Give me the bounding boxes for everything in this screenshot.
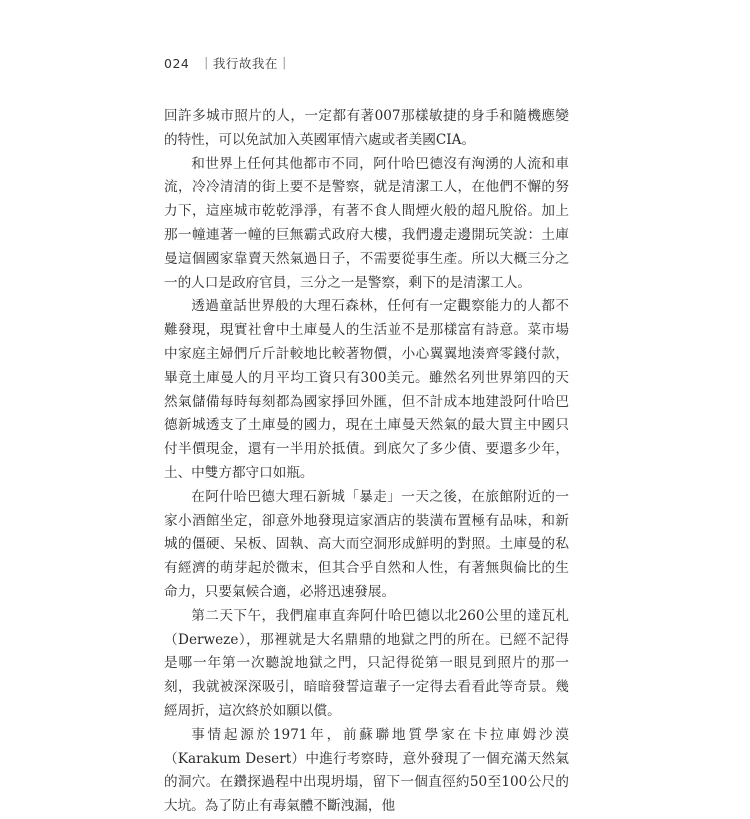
paragraph-4: 在阿什哈巴德大理石新城「暴走」一天之後，在旅館附近的一家小酒館坐定，卻意外地發現這家酒店的裝潢布置極有品味，和新城的僵硬、呆板、固執、高大而空洞形成鮮明的對照。土庫曼的私有經濟的萌芽起於微末，但其合乎自然和人性，有著無與倫比的生命力，只要氣候合適，必將迅速發展。	[164, 488, 569, 600]
paragraph-3: 透過童話世界般的大理石森林，任何有一定觀察能力的人都不難發現，現實社會中土庫曼人的生活並不是那樣富有詩意。菜市場中家庭主婦們斤斤計較地比較著物價，小心翼翼地湊齊零錢付款，畢竟土庫曼人的月平均工資只有300美元。雖然名列世界第四的天然氣儲備每時每刻都為國家掙回外匯，但不計成本地建設阿什哈巴德新城透支了土庫曼的國力，現在土庫曼天然氣的最大買主中國只付半價現金，還有一半用於抵債。到底欠了多少債、要還多少年，土、中雙方都守口如瓶。	[164, 298, 569, 481]
paragraph-5: 第二天下午，我們雇車直奔阿什哈巴德以北260公里的達瓦札（Derweze），那裡就是大名鼎鼎的地獄之門的所在。已經不記得是哪一年第一次聽說地獄之門，只記得從第一眼見到照片的那一刻，我就被深深吸引，暗暗發誓這輩子一定得去看看此等奇景。幾經周折，這次終於如願以償。	[164, 607, 569, 719]
running-title: ｜我行故我在｜	[199, 56, 291, 71]
paragraph-2: 和世界上任何其他都市不同，阿什哈巴德沒有洶湧的人流和車流，冷冷清清的街上要不是警察，就是清潔工人，在他們不懈的努力下，這座城市乾乾淨淨，有著不食人間煙火般的超凡脫俗。加上那一幢連著一幢的巨無霸式政府大樓，我們邊走邊開玩笑說：土庫曼這個國家靠賣天然氣過日子，不需要從事生產。所以大概三分之一的人口是政府官員，三分之一是警察，剩下的是清潔工人。	[164, 155, 569, 291]
paragraph-1: 回許多城市照片的人，一定都有著007那樣敏捷的身手和隨機應變的特性，可以免試加入英國軍情六處或者美國CIA。	[164, 108, 569, 148]
body-text	[164, 105, 569, 819]
paragraph-6: 事情起源於1971年，前蘇聯地質學家在卡拉庫姆沙漠（Karakum Desert）中進行考察時，意外發現了一個充滿天然氣的洞穴。在鑽探過程中出現坍塌，留下一個直徑約50至100公尺的大坑。為了防止有毒氣體不斷洩漏，他	[164, 726, 569, 815]
page-number: 024	[164, 56, 190, 71]
running-head	[164, 54, 291, 72]
